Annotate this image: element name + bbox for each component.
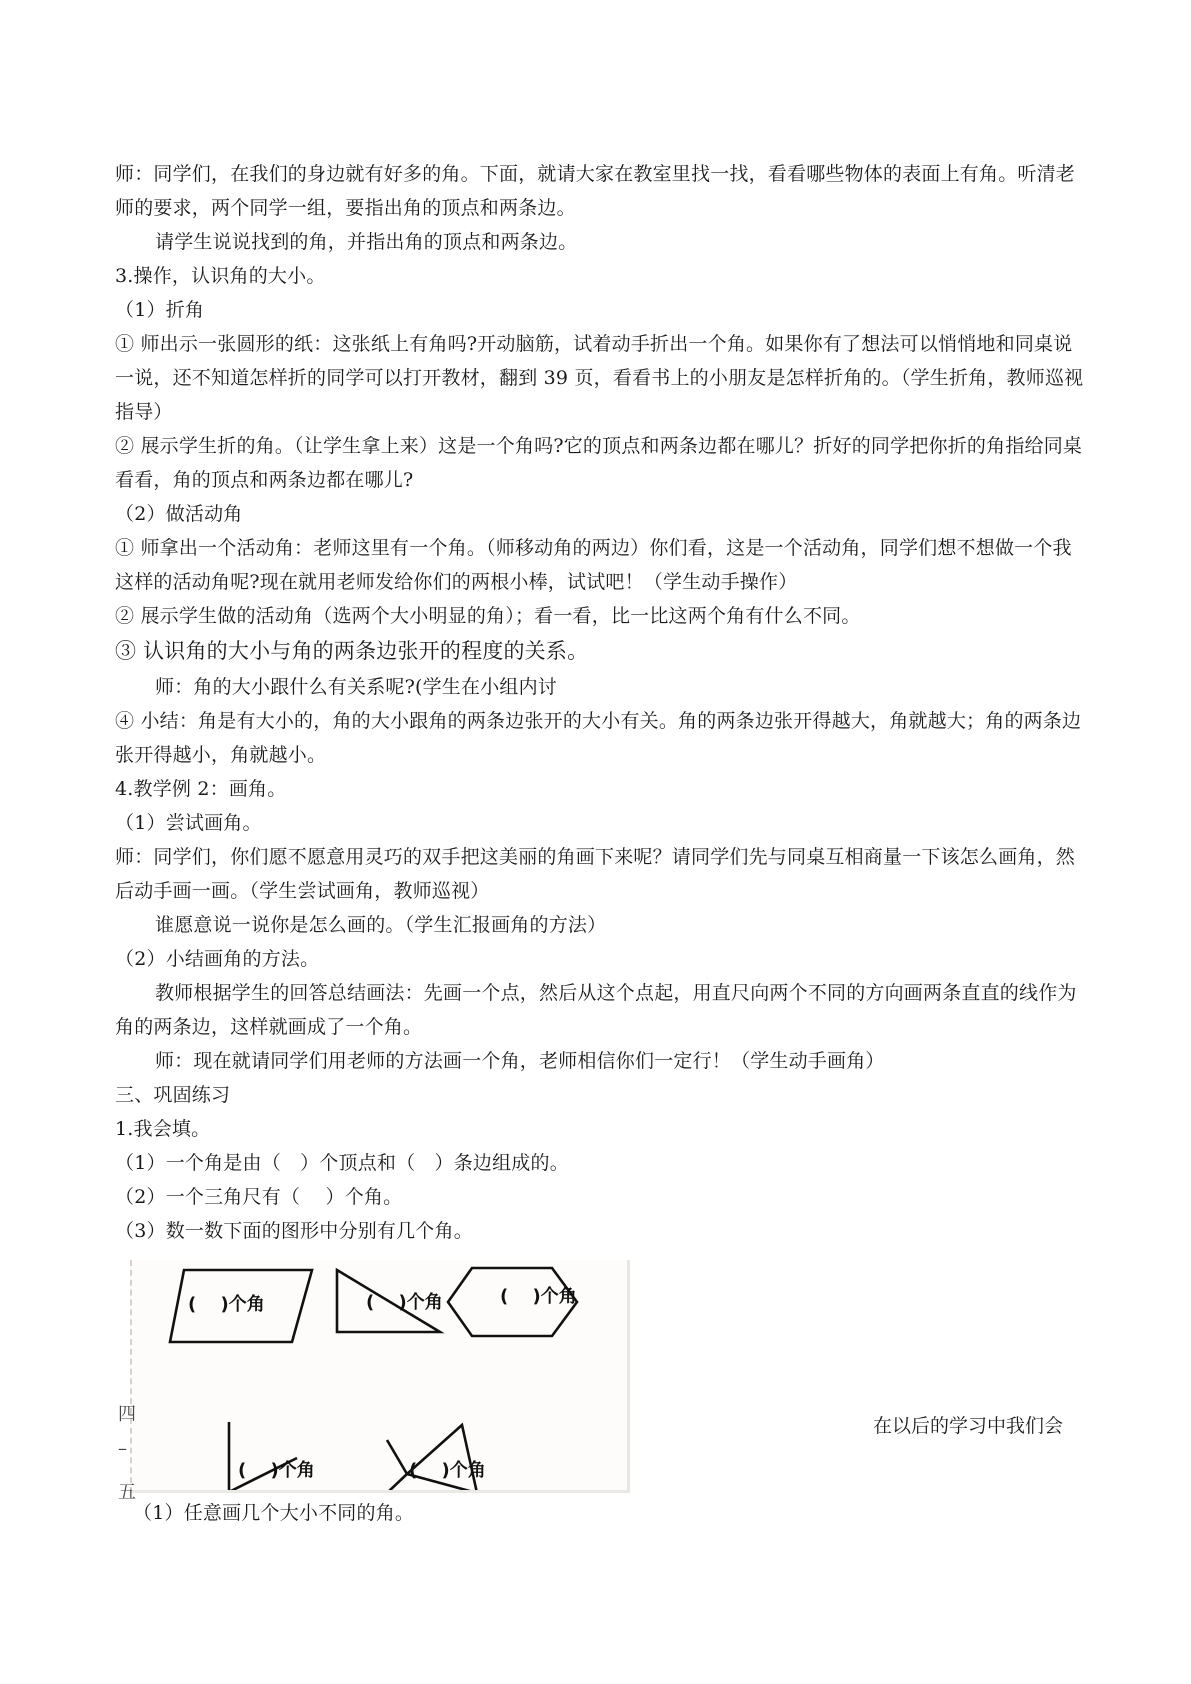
subheading-try-draw: （1）尝试画角。 [115,812,262,834]
subheading-movable-angle: （2）做活动角 [115,503,243,525]
label-triangle-count: ( )个角 [366,1292,443,1313]
subheading-fold-angle: （1）折角 [115,299,205,321]
label-parallelogram-count: ( )个角 [188,1294,265,1315]
paragraph-movable-step-2: ② 展示学生做的活动角（选两个大小明显的角）；看一看，比一比这两个角有什么不同。 [115,605,861,627]
label-bowtie-count: ( )个角 [409,1460,486,1481]
section-heading-practice: 三、巩固练习 [115,1084,231,1106]
exercise-item-1: （1）一个角是由（ ）个顶点和（ ）条边组成的。 [115,1152,569,1174]
subheading-draw-method: （2）小结画角的方法。 [115,948,320,970]
paragraph-teacher-find-angles: 师：同学们，在我们的身边就有好多的角。下面，就请大家在教室里找一找，看看哪些物体的表面上有角。听清老师的要求，两个同学一组，要指出角的顶点和两条边。 [115,163,1076,219]
paragraph-movable-step-1: ① 师拿出一个活动角：老师这里有一个角。（师移动角的两边）你们看，这是一个活动角，同学们想不想做一个我这样的活动角呢?现在就用老师发给你们的两根小棒，试试吧！（学生动手操作） [115,537,1072,593]
paragraph-try-draw: 师：同学们，你们愿不愿意用灵巧的双手把这美丽的角画下来呢？请同学们先与同桌互相商量一下该怎么画角，然后动手画一画。（学生尝试画角，教师巡视） [115,846,1076,902]
section-heading-3: 3.操作，认识角的大小。 [115,265,326,287]
paragraph-draw-now: 师：现在就请同学们用老师的方法画一个角，老师相信你们一定行！（学生动手画角） [155,1050,885,1072]
paragraph-future-study: 在以后的学习中我们会 [873,1415,1064,1437]
paragraph-fold-step-1: ① 师出示一张圆形的纸：这张纸上有角吗?开动脑筋，试着动手折出一个角。如果你有了想法可以悄悄地和同桌说一说，还不知道怎样折的同学可以打开教材，翻到 39 页，看看书上的小朋友是怎样折角的。（学生折角，教师巡视指导） [115,333,1084,423]
paragraph-summary: ④ 小结：角是有大小的，角的大小跟角的两条边张开的大小有关。角的两条边张开得越大，角就越大；角的两条边张开得越小，角就越小。 [115,710,1082,766]
paragraph-student-report: 请学生说说找到的角，并指出角的顶点和两条边。 [155,231,578,253]
stray-mark-si: 四 [118,1404,136,1425]
exercise-draw-angles: （1）任意画几个大小不同的角。 [133,1502,415,1524]
exercise-item-3: （3）数一数下面的图形中分别有几个角。 [115,1220,473,1242]
label-hexagon-count: ( )个角 [500,1286,577,1307]
paragraph-draw-method: 教师根据学生的回答总结画法：先画一个点，然后从这个点起，用直尺向两个不同的方向画两条直直的线作为角的两条边，这样就画成了一个角。 [115,982,1077,1038]
exercise-title-fill: 1.我会填。 [115,1118,211,1140]
exercise-item-2: （2）一个三角尺有（ ）个角。 [115,1186,403,1208]
stray-mark-wu: 五 [118,1482,136,1503]
paragraph-fold-step-2: ② 展示学生折的角。（让学生拿上来）这是一个角吗?它的顶点和两条边都在哪儿？折好的同学把你折的角指给同桌看看，角的顶点和两条边都在哪儿? [115,435,1083,491]
paragraph-discussion: 师：角的大小跟什么有关系呢?(学生在小组内讨 [155,676,558,698]
section-heading-4: 4.教学例 2：画角。 [115,778,287,800]
label-angle-count: ( )个角 [238,1460,315,1481]
stray-mark-dash: – [118,1438,127,1459]
paragraph-who-explains: 谁愿意说一说你是怎么画的。（学生汇报画角的方法） [155,914,607,936]
paragraph-movable-step-3: ③ 认识角的大小与角的两条边张开的程度的关系。 [115,639,589,663]
